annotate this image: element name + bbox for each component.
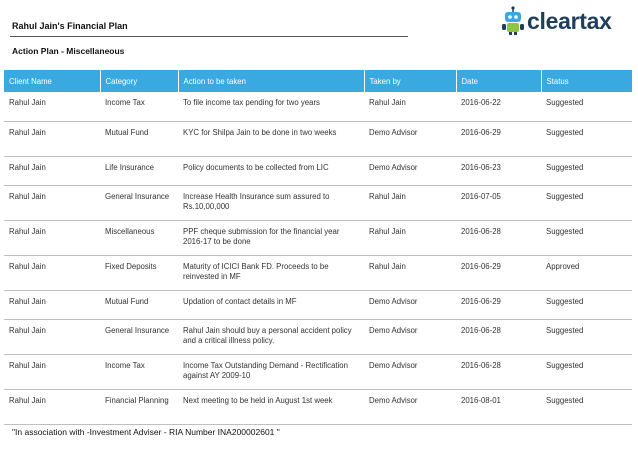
table-row — [4, 290, 632, 319]
robot-icon — [500, 6, 526, 36]
cell-date: 2016-08-01 — [456, 389, 541, 424]
cell-client-name: Rahul Jain — [4, 255, 100, 290]
cell-action: Income Tax Outstanding Demand - Rectification against AY 2009-10 — [178, 354, 364, 389]
cell-action: Next meeting to be held in August 1st week — [178, 389, 364, 424]
cell-action: Maturity of ICICI Bank FD. Proceeds to be reinvested in MF — [178, 255, 364, 290]
cell-status: Suggested — [541, 185, 632, 220]
cell-status: Suggested — [541, 156, 632, 185]
cell-taken-by: Demo Advisor — [364, 156, 456, 185]
cell-action: Increase Health Insurance sum assured to Rs.10,00,000 — [178, 185, 364, 220]
cell-status: Suggested — [541, 389, 632, 424]
cell-date: 2016-06-22 — [456, 92, 541, 121]
cell-taken-by: Rahul Jain — [364, 92, 456, 121]
cell-taken-by: Rahul Jain — [364, 220, 456, 255]
page-header — [0, 0, 638, 38]
cell-status: Approved — [541, 255, 632, 290]
table-row — [4, 319, 632, 354]
cell-status: Suggested — [541, 354, 632, 389]
document-title: Rahul Jain's Financial Plan — [12, 21, 128, 31]
column-header-taken-by: Taken by — [364, 70, 456, 92]
cell-taken-by: Demo Advisor — [364, 354, 456, 389]
table-row — [4, 121, 632, 156]
cell-date: 2016-06-28 — [456, 220, 541, 255]
cell-client-name: Rahul Jain — [4, 121, 100, 156]
cell-client-name: Rahul Jain — [4, 220, 100, 255]
cell-status: Suggested — [541, 290, 632, 319]
cell-date: 2016-07-05 — [456, 185, 541, 220]
cell-date: 2016-06-29 — [456, 255, 541, 290]
cleartax-logo — [500, 6, 632, 36]
cell-taken-by: Demo Advisor — [364, 290, 456, 319]
cell-category: General Insurance — [100, 185, 178, 220]
cell-taken-by: Demo Advisor — [364, 319, 456, 354]
cell-taken-by: Demo Advisor — [364, 389, 456, 424]
cell-client-name: Rahul Jain — [4, 156, 100, 185]
cell-category: Financial Planning — [100, 389, 178, 424]
cell-date: 2016-06-29 — [456, 290, 541, 319]
cell-category: Fixed Deposits — [100, 255, 178, 290]
cell-client-name: Rahul Jain — [4, 319, 100, 354]
column-header-client-name: Client Name — [4, 70, 100, 92]
column-header-category: Category — [100, 70, 178, 92]
table-row — [4, 92, 632, 121]
header-divider — [10, 36, 408, 37]
cell-category: Life Insurance — [100, 156, 178, 185]
cell-taken-by: Rahul Jain — [364, 255, 456, 290]
cell-client-name: Rahul Jain — [4, 185, 100, 220]
cell-action: PPF cheque submission for the financial year 2016-17 to be done — [178, 220, 364, 255]
column-header-action: Action to be taken — [178, 70, 364, 92]
table-row — [4, 220, 632, 255]
table-row — [4, 156, 632, 185]
table-row — [4, 255, 632, 290]
table-row — [4, 354, 632, 389]
cell-action: KYC for Shilpa Jain to be done in two weeks — [178, 121, 364, 156]
cell-category: Income Tax — [100, 92, 178, 121]
section-title: Action Plan - Miscellaneous — [12, 46, 125, 56]
cell-category: Miscellaneous — [100, 220, 178, 255]
cell-status: Suggested — [541, 121, 632, 156]
cell-action: Rahul Jain should buy a personal accident policy and a critical illness policy. — [178, 319, 364, 354]
cell-client-name: Rahul Jain — [4, 290, 100, 319]
cell-taken-by: Rahul Jain — [364, 185, 456, 220]
cell-action: To file income tax pending for two years — [178, 92, 364, 121]
cell-status: Suggested — [541, 220, 632, 255]
cell-date: 2016-06-29 — [456, 121, 541, 156]
cell-client-name: Rahul Jain — [4, 92, 100, 121]
cell-category: Mutual Fund — [100, 290, 178, 319]
cell-taken-by: Demo Advisor — [364, 121, 456, 156]
logo-text: cleartax — [527, 8, 612, 34]
table-header-row — [4, 70, 632, 92]
cell-action: Updation of contact details in MF — [178, 290, 364, 319]
table-row — [4, 389, 632, 424]
column-header-status: Status — [541, 70, 632, 92]
cell-status: Suggested — [541, 92, 632, 121]
column-header-date: Date — [456, 70, 541, 92]
cell-status: Suggested — [541, 319, 632, 354]
cell-action: Policy documents to be collected from LIC — [178, 156, 364, 185]
action-plan-table — [4, 70, 632, 425]
cell-client-name: Rahul Jain — [4, 389, 100, 424]
cell-client-name: Rahul Jain — [4, 354, 100, 389]
cell-date: 2016-06-23 — [456, 156, 541, 185]
ria-disclaimer: "In association with -Investment Adviser - RIA Number INA200002601 " — [12, 427, 280, 437]
cell-date: 2016-06-28 — [456, 354, 541, 389]
cell-category: Income Tax — [100, 354, 178, 389]
table-row — [4, 185, 632, 220]
cell-date: 2016-06-28 — [456, 319, 541, 354]
cell-category: Mutual Fund — [100, 121, 178, 156]
cell-category: General Insurance — [100, 319, 178, 354]
